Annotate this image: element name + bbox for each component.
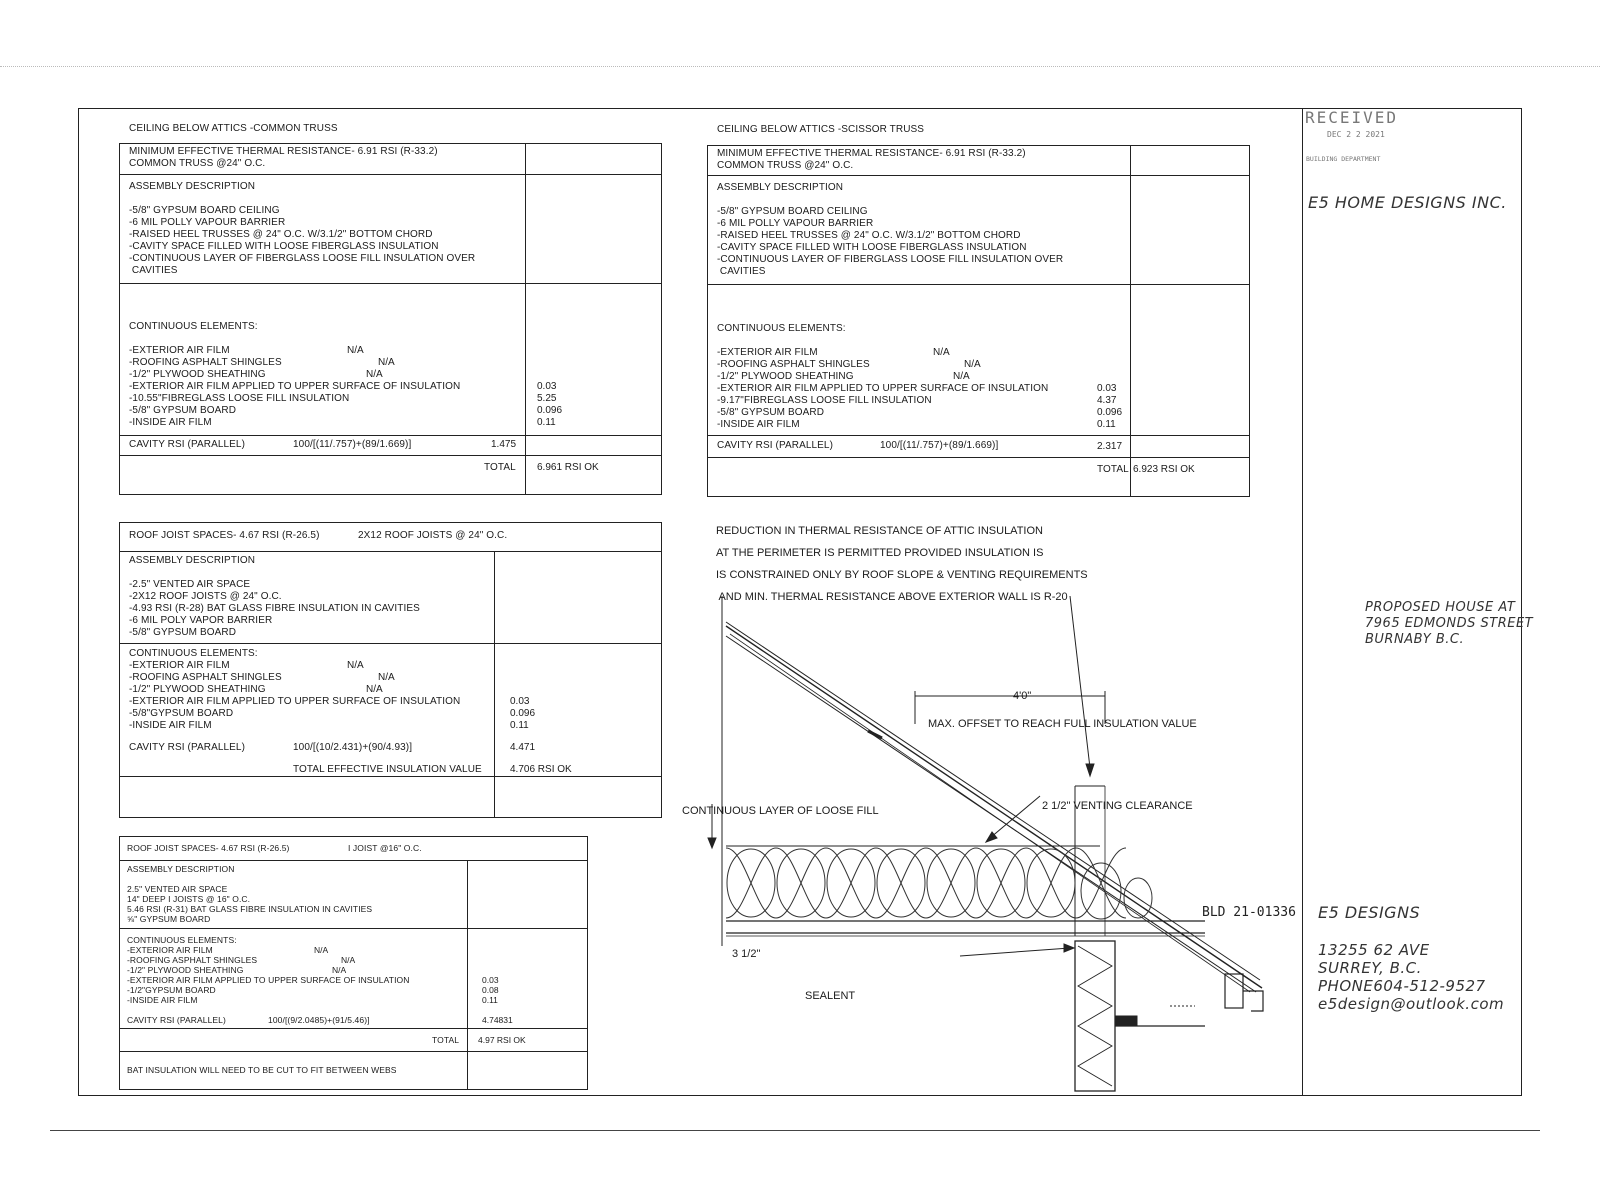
chord-dimension-label: 3 1/2" bbox=[732, 948, 761, 960]
row-divider bbox=[119, 860, 588, 861]
cavity-value: 2.317 bbox=[1097, 441, 1123, 452]
row-divider bbox=[707, 175, 1250, 176]
total-value: 6.923 RSI OK bbox=[1133, 464, 1195, 475]
rsi-values: 0.03 0.096 0.11 bbox=[510, 696, 536, 731]
na-value: N/A bbox=[953, 371, 970, 382]
scan-edge bbox=[0, 66, 1600, 67]
cavity-label: CAVITY RSI (PARALLEL) bbox=[717, 440, 834, 451]
table-header: ROOF JOIST SPACES- 4.67 RSI (R-26.5) bbox=[129, 530, 320, 541]
table-header-joists: I JOIST @16" O.C. bbox=[348, 843, 422, 853]
row-divider bbox=[119, 435, 662, 436]
company-name: E5 HOME DESIGNS INC. bbox=[1308, 193, 1507, 212]
row-divider bbox=[119, 1051, 588, 1052]
cavity-value: 4.471 bbox=[510, 742, 536, 753]
value-column-divider bbox=[467, 860, 468, 1090]
exterior-wall bbox=[1075, 786, 1263, 1091]
cavity-value: 1.475 bbox=[491, 439, 517, 450]
row-divider bbox=[707, 435, 1250, 436]
continuous-elements: CONTINUOUS ELEMENTS: -EXTERIOR AIR FILM -ROOFING ASPHALT SHINGLES -1/2" PLYWOOD SHEATHING -EXTERIOR AIR FILM APPLIED TO UPPER SURFACE OF INSULATION -10.55"FIBREGLASS LOOSE FILL INSULATION -5/8" GYPSUM BOARD -INSIDE AIR FILM bbox=[129, 321, 461, 428]
eave-section-detail bbox=[700, 596, 1280, 1096]
value-column-divider bbox=[525, 143, 526, 495]
cavity-formula: 100/[(11/.757)+(89/1.669)] bbox=[880, 440, 999, 451]
table-heading: CEILING BELOW ATTICS -SCISSOR TRUSS bbox=[717, 124, 925, 135]
cavity-formula: 100/[(10/2.431)+(90/4.93)] bbox=[293, 742, 413, 753]
rsi-values: 0.03 4.37 0.096 0.11 bbox=[1097, 383, 1123, 430]
na-value: N/A bbox=[964, 359, 981, 370]
continuous-elements: CONTINUOUS ELEMENTS: -EXTERIOR AIR FILM -ROOFING ASPHALT SHINGLES -1/2" PLYWOOD SHEATHING -EXTERIOR AIR FILM APPLIED TO UPPER SURFACE OF INSULATION -5/8"GYPSUM BOARD -INSIDE AIR FILM bbox=[129, 648, 461, 731]
cavity-formula: 100/[(9/2.0485)+(91/5.46)] bbox=[268, 1015, 370, 1025]
total-value: 4.706 RSI OK bbox=[510, 764, 572, 775]
row-divider bbox=[119, 551, 662, 552]
row-divider bbox=[119, 776, 662, 777]
perimeter-note: REDUCTION IN THERMAL RESISTANCE OF ATTIC INSULATION AT THE PERIMETER IS PERMITTED PROVIDED INSULATION IS IS CONSTRAINED ONLY BY ROOF SLOPE & VENTING REQUIREMENTS AND MIN. THERMAL RESISTANCE ABOVE EXTERIOR WALL IS R-20 bbox=[716, 525, 1088, 603]
row-divider bbox=[119, 283, 662, 284]
value-column-divider bbox=[1130, 145, 1131, 497]
leader-arrows bbox=[708, 731, 1074, 956]
assembly-description: ASSEMBLY DESCRIPTION -2.5" VENTED AIR SPACE -2X12 ROOF JOISTS @ 24" O.C. -4.93 RSI (R-28) BAT GLASS FIBRE INSULATION IN CAVITIES -6 MIL POLY VAPOR BARRIER -5/8" GYPSUM BOARD bbox=[129, 555, 420, 638]
stamp-date: DEC 2 2 2021 bbox=[1327, 130, 1385, 139]
assembly-description: ASSEMBLY DESCRIPTION -5/8" GYPSUM BOARD CEILING -6 MIL POLLY VAPOUR BARRIER -RAISED HEEL TRUSSES @ 24" O.C. W/3.1/2" BOTTOM CHORD -CAVITY SPACE FILLED WITH LOOSE FIBERGLASS INSULATION -CONTINUOUS LAYER OF FIBERGLASS LOOSE FILL INSULATION OVER CAVITIES bbox=[717, 182, 1064, 277]
project-address: PROPOSED HOUSE AT 7965 EDMONDS STREET BURNABY B.C. bbox=[1365, 600, 1534, 647]
na-value: N/A bbox=[314, 945, 329, 955]
firm-contact: 13255 62 AVE SURREY, B.C. PHONE604-512-9527 e5design@outlook.com bbox=[1318, 941, 1505, 1013]
continuous-elements: CONTINUOUS ELEMENTS: -EXTERIOR AIR FILM -ROOFING ASPHALT SHINGLES -1/2" PLYWOOD SHEATHING -EXTERIOR AIR FILM APPLIED TO UPPER SURFACE OF INSULATION -1/2"GYPSUM BOARD -INSIDE AIR FILM bbox=[127, 935, 410, 1005]
cavity-label: CAVITY RSI (PARALLEL) bbox=[129, 439, 246, 450]
rsi-values: 0.03 0.08 0.11 bbox=[482, 975, 499, 1005]
continuous-elements: CONTINUOUS ELEMENTS: -EXTERIOR AIR FILM -ROOFING ASPHALT SHINGLES -1/2" PLYWOOD SHEATHING -EXTERIOR AIR FILM APPLIED TO UPPER SURFACE OF INSULATION -9.17"FIBREGLASS LOOSE FILL INSULATION -5/8" GYPSUM BOARD -INSIDE AIR FILM bbox=[717, 323, 1049, 430]
total-label: TOTAL bbox=[432, 1035, 460, 1045]
loose-fill-insulation bbox=[726, 848, 1152, 919]
row-divider bbox=[119, 174, 662, 175]
cavity-label: CAVITY RSI (PARALLEL) bbox=[127, 1015, 226, 1025]
total-value: 6.961 RSI OK bbox=[537, 462, 599, 473]
title-block-divider bbox=[1302, 108, 1304, 1096]
offset-dimension-label: 4'0" bbox=[1013, 690, 1032, 702]
na-value: N/A bbox=[366, 684, 383, 695]
na-value: N/A bbox=[341, 955, 356, 965]
table-heading: CEILING BELOW ATTICS -COMMON TRUSS bbox=[129, 123, 338, 134]
row-divider bbox=[119, 455, 662, 456]
scan-bottom-line bbox=[50, 1130, 1540, 1131]
max-offset-label: MAX. OFFSET TO REACH FULL INSULATION VALUE bbox=[928, 718, 1197, 730]
stamp-department: BUILDING DEPARTMENT bbox=[1306, 155, 1381, 163]
na-value: N/A bbox=[933, 347, 950, 358]
roof-assembly bbox=[722, 596, 1262, 992]
row-divider bbox=[119, 643, 662, 644]
offset-dimension bbox=[915, 596, 1105, 776]
row-divider bbox=[707, 457, 1250, 458]
firm-name: E5 DESIGNS bbox=[1318, 903, 1421, 922]
total-value: 4.97 RSI OK bbox=[478, 1035, 526, 1045]
row-divider bbox=[707, 284, 1250, 285]
na-value: N/A bbox=[347, 345, 364, 356]
permit-number: BLD 21-01336 bbox=[1202, 905, 1296, 920]
cavity-label: CAVITY RSI (PARALLEL) bbox=[129, 742, 246, 753]
table-header: ROOF JOIST SPACES- 4.67 RSI (R-26.5) bbox=[127, 843, 290, 853]
table-header: MINIMUM EFFECTIVE THERMAL RESISTANCE- 6.91 RSI (R-33.2) COMMON TRUSS @24" O.C. bbox=[717, 148, 1026, 171]
total-label: TOTAL bbox=[1097, 464, 1129, 475]
total-label: TOTAL bbox=[484, 462, 516, 473]
row-divider bbox=[119, 928, 588, 929]
na-value: N/A bbox=[332, 965, 347, 975]
cavity-formula: 100/[(11/.757)+(89/1.669)] bbox=[293, 439, 412, 450]
na-value: N/A bbox=[378, 357, 395, 368]
cavity-value: 4.74831 bbox=[482, 1015, 513, 1025]
sealent-label: SEALENT bbox=[805, 990, 856, 1002]
assembly-description: ASSEMBLY DESCRIPTION -5/8" GYPSUM BOARD CEILING -6 MIL POLLY VAPOUR BARRIER -RAISED HEEL TRUSSES @ 24" O.C. W/3.1/2" BOTTOM CHORD -CAVITY SPACE FILLED WITH LOOSE FIBERGLASS INSULATION -CONTINUOUS LAYER OF FIBERGLASS LOOSE FILL INSULATION OVER CAVITIES bbox=[129, 181, 476, 276]
assembly-description: ASSEMBLY DESCRIPTION 2.5" VENTED AIR SPACE 14" DEEP I JOISTS @ 16" O.C. 5.46 RSI (R-31) BAT GLASS FIBRE INSULATION IN CAVITIES ⅝" GYPSUM BOARD bbox=[127, 864, 373, 924]
value-column-divider bbox=[494, 551, 495, 818]
loose-fill-label: CONTINUOUS LAYER OF LOOSE FILL bbox=[682, 805, 879, 817]
table-header: MINIMUM EFFECTIVE THERMAL RESISTANCE- 6.91 RSI (R-33.2) COMMON TRUSS @24" O.C. bbox=[129, 146, 438, 169]
received-stamp: RECEIVED bbox=[1305, 108, 1399, 127]
venting-clearance-label: 2 1/2" VENTING CLEARANCE bbox=[1042, 800, 1193, 812]
rsi-values: 0.03 5.25 0.096 0.11 bbox=[537, 381, 563, 428]
table-header-joists: 2X12 ROOF JOISTS @ 24" O.C. bbox=[358, 530, 508, 541]
total-label: TOTAL EFFECTIVE INSULATION VALUE bbox=[293, 764, 482, 775]
row-divider bbox=[119, 1028, 588, 1029]
na-value: N/A bbox=[366, 369, 383, 380]
na-value: N/A bbox=[347, 660, 364, 671]
na-value: N/A bbox=[378, 672, 395, 683]
table-footnote: BAT INSULATION WILL NEED TO BE CUT TO FIT BETWEEN WEBS bbox=[127, 1065, 397, 1075]
